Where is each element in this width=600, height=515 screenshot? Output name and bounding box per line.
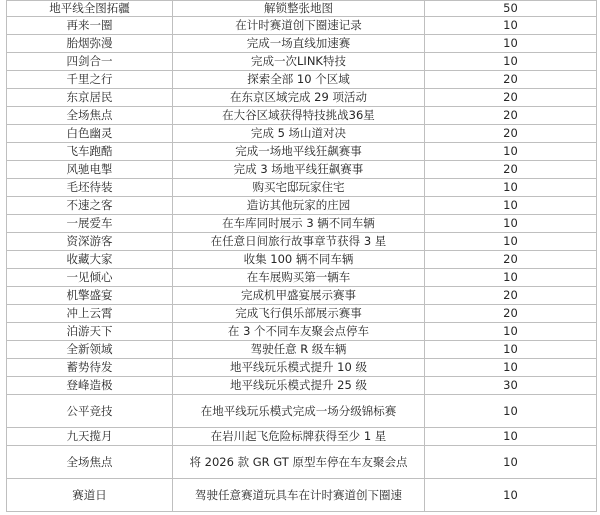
- achievement-name-cell: 一展爱车: [7, 215, 173, 233]
- achievement-points-cell: 50: [425, 1, 597, 17]
- achievement-name-cell: 登峰造极: [7, 377, 173, 395]
- table-row: [7, 251, 597, 269]
- achievement-description-cell: 在车库同时展示 3 辆不同车辆: [173, 215, 425, 233]
- achievement-description-cell: 在地平线玩乐模式完成一场分级锦标赛: [173, 395, 425, 428]
- table-row: [7, 125, 597, 143]
- achievement-points-cell: 10: [425, 323, 597, 341]
- table-row: [7, 359, 597, 377]
- table-row: [7, 323, 597, 341]
- achievement-description-cell: 地平线玩乐模式提升 25 级: [173, 377, 425, 395]
- achievement-name-cell: 机擎盛宴: [7, 287, 173, 305]
- achievement-points-cell: 20: [425, 251, 597, 269]
- table-row: [7, 71, 597, 89]
- achievement-points-cell: 10: [425, 359, 597, 377]
- achievement-description-cell: 在岩川起飞危险标牌获得至少 1 星: [173, 428, 425, 446]
- table-row: [7, 287, 597, 305]
- achievement-points-cell: 20: [425, 71, 597, 89]
- achievement-points-cell: 10: [425, 428, 597, 446]
- table-row: [7, 305, 597, 323]
- achievement-description-cell: 在东京区域完成 29 项活动: [173, 89, 425, 107]
- achievement-name-cell: 全场焦点: [7, 446, 173, 479]
- achievement-points-cell: 30: [425, 377, 597, 395]
- achievement-name-cell: 不速之客: [7, 197, 173, 215]
- achievement-name-cell: 泊游天下: [7, 323, 173, 341]
- table-row: [7, 89, 597, 107]
- table-row: [7, 35, 597, 53]
- achievement-points-cell: 10: [425, 17, 597, 35]
- achievement-table-body: [7, 1, 597, 512]
- table-row: [7, 377, 597, 395]
- table-row: [7, 161, 597, 179]
- achievement-points-cell: 20: [425, 89, 597, 107]
- achievement-description-cell: 完成一次LINK特技: [173, 53, 425, 71]
- table-row: [7, 395, 597, 428]
- achievement-points-cell: 10: [425, 446, 597, 479]
- achievement-points-cell: 10: [425, 341, 597, 359]
- achievement-description-cell: 在车展购买第一辆车: [173, 269, 425, 287]
- achievement-points-cell: 10: [425, 233, 597, 251]
- achievement-points-cell: 10: [425, 53, 597, 71]
- achievement-name-cell: 胎烟弥漫: [7, 35, 173, 53]
- achievement-points-cell: 10: [425, 179, 597, 197]
- achievement-points-cell: 20: [425, 107, 597, 125]
- achievement-points-cell: 20: [425, 305, 597, 323]
- achievement-name-cell: 全新领域: [7, 341, 173, 359]
- achievement-points-cell: 10: [425, 269, 597, 287]
- achievement-points-cell: 20: [425, 125, 597, 143]
- table-row: [7, 179, 597, 197]
- table-row: [7, 428, 597, 446]
- achievement-name-cell: 毛坯待装: [7, 179, 173, 197]
- table-row: [7, 215, 597, 233]
- achievement-name-cell: 再来一圈: [7, 17, 173, 35]
- achievement-description-cell: 在计时赛道创下圈速记录: [173, 17, 425, 35]
- achievement-description-cell: 在 3 个不同车友聚会点停车: [173, 323, 425, 341]
- achievement-description-cell: 在任意日间旅行故事章节获得 3 星: [173, 233, 425, 251]
- achievement-points-cell: 10: [425, 197, 597, 215]
- achievement-description-cell: 收集 100 辆不同车辆: [173, 251, 425, 269]
- achievement-name-cell: 全场焦点: [7, 107, 173, 125]
- table-row: [7, 107, 597, 125]
- table-row: [7, 446, 597, 479]
- achievement-description-cell: 购买宅邸玩家住宅: [173, 179, 425, 197]
- achievement-name-cell: 收藏大家: [7, 251, 173, 269]
- achievement-name-cell: 东京居民: [7, 89, 173, 107]
- achievement-description-cell: 完成一场地平线狂飙赛事: [173, 143, 425, 161]
- table-row: [7, 53, 597, 71]
- table-row: [7, 341, 597, 359]
- table-row: [7, 1, 597, 17]
- achievement-name-cell: 冲上云霄: [7, 305, 173, 323]
- achievement-description-cell: 完成 3 场地平线狂飙赛事: [173, 161, 425, 179]
- achievement-table-container: [6, 0, 596, 512]
- achievement-description-cell: 完成一场直线加速赛: [173, 35, 425, 53]
- table-row: [7, 17, 597, 35]
- achievement-name-cell: 公平竞技: [7, 395, 173, 428]
- table-row: [7, 143, 597, 161]
- table-row: [7, 479, 597, 512]
- achievement-description-cell: 将 2026 款 GR GT 原型车停在车友聚会点: [173, 446, 425, 479]
- table-row: [7, 233, 597, 251]
- achievement-description-cell: 探索全部 10 个区域: [173, 71, 425, 89]
- achievement-description-cell: 解锁整张地图: [173, 1, 425, 17]
- achievement-points-cell: 10: [425, 143, 597, 161]
- achievement-description-cell: 地平线玩乐模式提升 10 级: [173, 359, 425, 377]
- achievement-name-cell: 九天揽月: [7, 428, 173, 446]
- table-row: [7, 269, 597, 287]
- achievement-name-cell: 白色幽灵: [7, 125, 173, 143]
- achievement-description-cell: 完成 5 场山道对决: [173, 125, 425, 143]
- achievement-table: [6, 0, 597, 512]
- achievement-name-cell: 千里之行: [7, 71, 173, 89]
- achievement-name-cell: 飞车跑酷: [7, 143, 173, 161]
- achievement-description-cell: 完成飞行俱乐部展示赛事: [173, 305, 425, 323]
- achievement-points-cell: 20: [425, 161, 597, 179]
- achievement-points-cell: 10: [425, 479, 597, 512]
- achievement-name-cell: 风驰电掣: [7, 161, 173, 179]
- achievement-name-cell: 赛道日: [7, 479, 173, 512]
- table-row: [7, 197, 597, 215]
- achievement-name-cell: 地平线全图拓疆: [7, 1, 173, 17]
- achievement-description-cell: 造访其他玩家的庄园: [173, 197, 425, 215]
- achievement-description-cell: 在大谷区域获得特技挑战36星: [173, 107, 425, 125]
- achievement-points-cell: 20: [425, 287, 597, 305]
- achievement-name-cell: 资深游客: [7, 233, 173, 251]
- achievement-name-cell: 四剑合一: [7, 53, 173, 71]
- achievement-description-cell: 完成机甲盛宴展示赛事: [173, 287, 425, 305]
- achievement-points-cell: 10: [425, 35, 597, 53]
- achievement-name-cell: 一见倾心: [7, 269, 173, 287]
- achievement-description-cell: 驾驶任意 R 级车辆: [173, 341, 425, 359]
- achievement-description-cell: 驾驶任意赛道玩具车在计时赛道创下圈速: [173, 479, 425, 512]
- achievement-points-cell: 10: [425, 395, 597, 428]
- achievement-points-cell: 10: [425, 215, 597, 233]
- achievement-name-cell: 蓄势待发: [7, 359, 173, 377]
